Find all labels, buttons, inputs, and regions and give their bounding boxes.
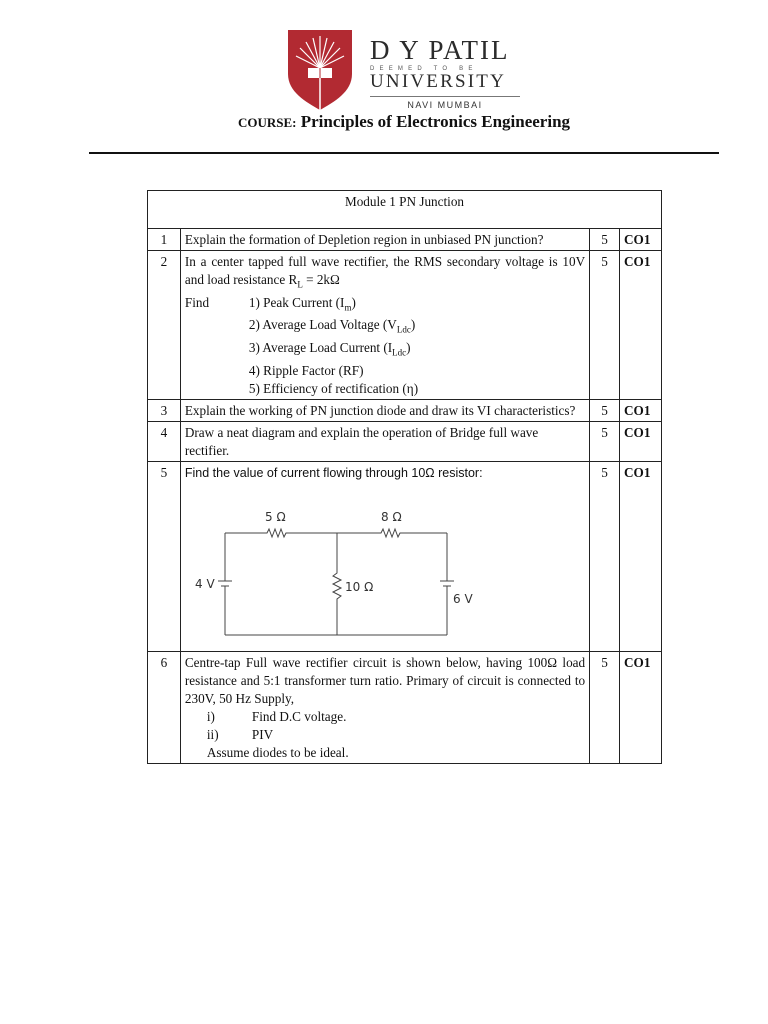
question-cell [180, 251, 589, 400]
table-row [148, 399, 662, 421]
question-text: Explain the working of PN junction diode and draw its VI characteristics? [180, 399, 589, 421]
question-number: 5 [148, 461, 181, 651]
question-number: 4 [148, 421, 181, 461]
brand-name: D Y PATIL [370, 35, 510, 65]
sub-item: i) Find D.C voltage. [206, 708, 347, 724]
resistor-5-label: 5 Ω [264, 509, 286, 524]
module-title: Module 1 PN Junction [148, 191, 662, 229]
course-label: COURSE: [237, 115, 297, 130]
table-row [148, 251, 662, 400]
sub-item: ii) PIV [206, 726, 274, 742]
question-marks: 5 [590, 651, 620, 763]
question-text: Draw a neat diagram and explain the operation of Bridge full wave rectifier. [180, 421, 589, 461]
question-marks: 5 [590, 399, 620, 421]
question-text: In a center tapped full wave rectifier, the RMS secondary voltage is 10V and load resistance R [184, 254, 586, 287]
question-table [147, 190, 662, 764]
question-number: 3 [148, 399, 181, 421]
find-row [185, 294, 585, 317]
brand-university: UNIVERSITY [370, 71, 506, 92]
source-4v-label: 4 V [194, 576, 215, 591]
page-header [0, 0, 768, 150]
course-outcome: CO1 [620, 229, 662, 251]
source-6v-label: 6 V [452, 591, 473, 606]
find-item: 2) Average Load Voltage $(V_{Ldc})$ [248, 317, 416, 335]
question-cell [180, 461, 589, 651]
find-label: Find [184, 294, 210, 310]
brand-divider [370, 96, 520, 97]
question-marks: 5 [590, 421, 620, 461]
question-number: 6 [148, 651, 181, 763]
course-outcome: CO1 [620, 421, 662, 461]
university-wordmark [370, 36, 522, 110]
question-text: Explain the formation of Depletion region in unbiased PN junction? [180, 229, 589, 251]
rl-value: = 2kΩ [302, 272, 340, 287]
table-row [148, 461, 662, 651]
question-marks: 5 [590, 251, 620, 400]
resistor-8-label: 8 Ω [380, 509, 402, 524]
question-marks: 5 [590, 461, 620, 651]
circuit-diagram [185, 488, 485, 648]
course-outcome: CO1 [620, 461, 662, 651]
course-outcome: CO1 [620, 251, 662, 400]
resistor-10-label: 10 Ω [344, 579, 374, 594]
question-text: Find the value of current flowing through 10Ω resistor: [184, 465, 483, 480]
question-text: Centre-tap Full wave rectifier circuit is shown below, having 100Ω load resistance and 5:1 transformer turn ratio. Primary of circuit is connected to 230V, 50 Hz Supply, [184, 654, 586, 706]
module-header-row [148, 191, 662, 229]
course-name: Principles of Electronics Engineering [296, 112, 571, 131]
table-row [148, 229, 662, 251]
question-note: Assume diodes to be ideal. [206, 744, 349, 760]
course-outcome: CO1 [620, 651, 662, 763]
table-row [148, 421, 662, 461]
header-divider [89, 152, 719, 154]
course-title [0, 112, 768, 132]
find-item: 4) Ripple Factor (RF) [248, 362, 364, 378]
find-item: 5) Efficiency of rectification (η) [248, 380, 419, 396]
question-marks: 5 [590, 229, 620, 251]
brand-subtitle: DEEMED TO BE [370, 66, 478, 72]
table-row [148, 651, 662, 763]
find-item: 3) Average Load Current $(I_{Ldc})$ [248, 339, 411, 358]
question-number: 1 [148, 229, 181, 251]
brand-location: NAVI MUMBAI [407, 100, 483, 110]
course-outcome: CO1 [620, 399, 662, 421]
rl-subscript: L [297, 279, 303, 290]
question-number: 2 [148, 251, 181, 400]
question-cell [180, 651, 589, 763]
university-logo-icon [286, 28, 354, 112]
find-item: 1) Peak Current $(I_m)$ [248, 294, 356, 313]
